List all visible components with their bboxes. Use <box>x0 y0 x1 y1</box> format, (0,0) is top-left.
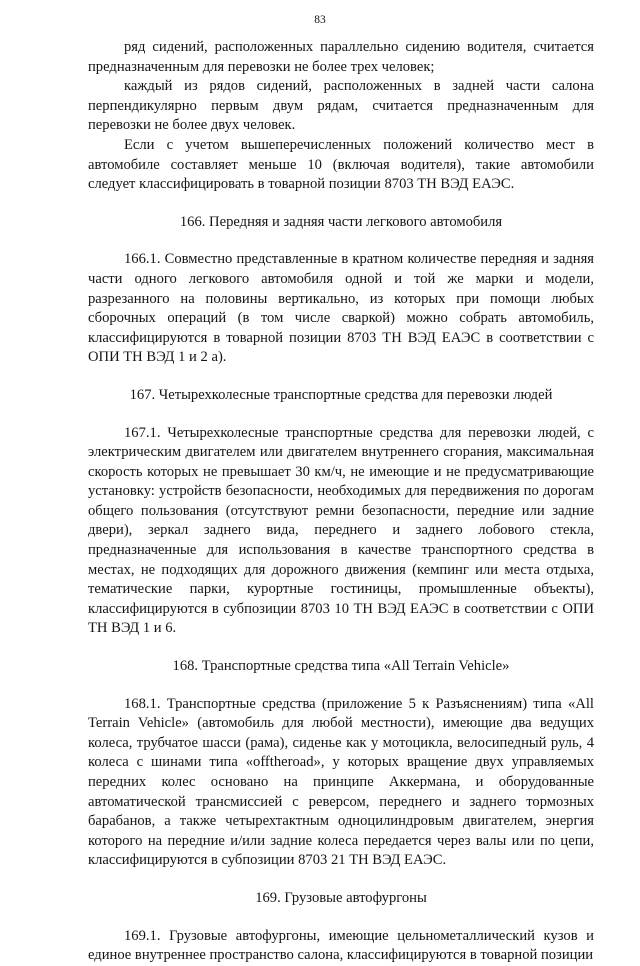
section-heading-167: 167. Четырехколесные транспортные средства для перевозки людей <box>129 386 553 403</box>
section-heading-168: 168. Транспортные средства типа «All Terrain Vehicle» <box>172 658 510 675</box>
section-paragraph-169-1: 169.1. Грузовые автофургоны, имеющие цельнометаллический кузов и единое внутреннее пространство салона, классифицируются в товарной позиции <box>88 927 594 964</box>
page-number: 83 <box>314 14 326 26</box>
section-heading-166: 166. Передняя и задняя части легкового автомобиля <box>179 213 503 230</box>
section-paragraph-168-1: 168.1. Транспортные средства (приложение 5 к Разъяснениям) типа «All Terrain Vehicle» (автомобиль для любой местности), имеющие два ведущих колеса, трубчатое шасси (рама), сиденье как у мотоцикла, велосипедный руль, 4 колеса с шинами типа «offtheroad», у которых вращение двух управляемых передних колес основано на принципе Аккермана, и оборудованные автоматической трансмиссией с реверсом, переднего и заднего тормозных барабанов, а также четырехтактным одноцилиндровым двигателем, энергия которого на передние и/или задние колеса передается через валы или по цепи, классифицируются в субпозиции 8703 21 ТН ВЭД ЕАЭС. <box>88 695 594 869</box>
section-heading-169: 169. Грузовые автофургоны <box>255 889 427 906</box>
section-paragraph-166-1: 166.1. Совместно представленные в кратном количестве передняя и задняя части одного легкового автомобиля одной и той же марки и модели, разрезанного на половины вертикально, из которых при помощи любых сборочных операций (в том числе сваркой) можно собрать автомобиль, классифицируются в товарной позиции 8703 ТН ВЭД ЕАЭС в соответствии с ОПИ ТН ВЭД 1 и 2 а). <box>88 251 594 366</box>
document-body <box>88 38 594 966</box>
paragraph: каждый из рядов сидений, расположенных в задней части салона перпендикулярно первым двум рядам, считается предназначенным для перевозки не более двух человек. <box>88 78 594 134</box>
section-paragraph-167-1: 167.1. Четырехколесные транспортные средства для перевозки людей, с электрическим двигателем или двигателем внутреннего сгорания, максимальная скорость которых не превышает 30 км/ч, не имеющие и не предусматривающие установку: устройств безопасности, необходимых для передвижения по дорогам общего пользования (отсутствуют ремни безопасности, передние или задние двери), зеркал заднего вида, переднего и заднего лобового стекла, предназначенные для использования в качестве транспортного средства в местах, не подходящих для дорожного движения (кемпинг или места отдыха, тематические парки, курортные гостиницы, промышленные объекты), классифицируются в субпозиции 8703 10 ТН ВЭД ЕАЭС в соответствии с ОПИ ТН ВЭД 1 и 6. <box>88 424 594 637</box>
paragraph: Если с учетом вышеперечисленных положений количество мест в автомобиле составляет меньше 10 (включая водителя), такие автомобили следует классифицировать в товарной позиции 8703 ТН ВЭД ЕАЭС. <box>88 136 594 193</box>
paragraph: ряд сидений, расположенных параллельно сидению водителя, считается предназначенным для перевозки не более трех человек; <box>88 39 594 75</box>
